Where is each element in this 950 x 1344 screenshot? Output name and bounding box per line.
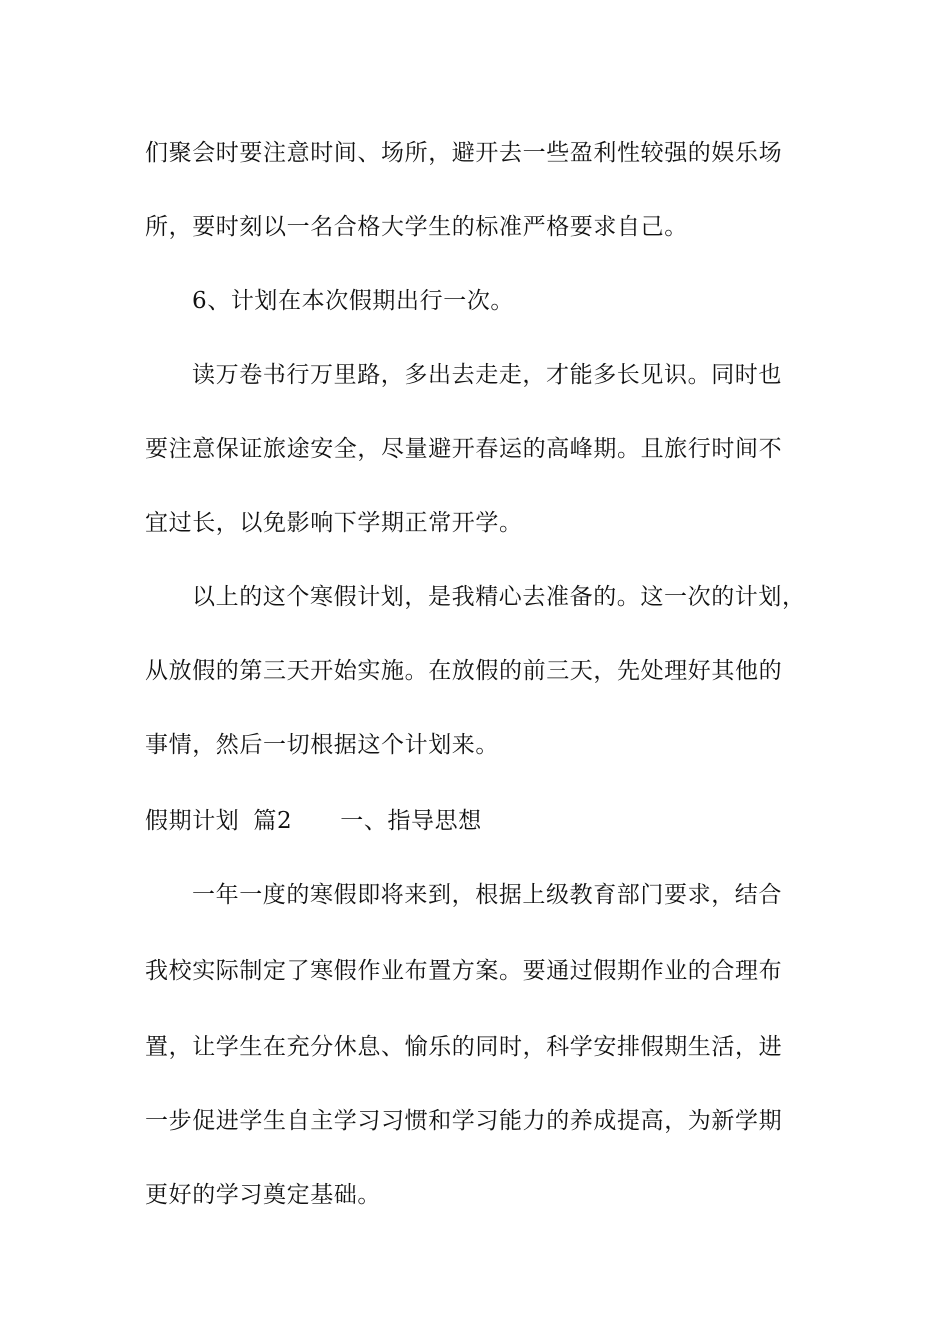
paragraph-line: 所，要时刻以一名合格大学生的标准严格要求自己。: [145, 214, 688, 240]
paragraph-line: 更好的学习奠定基础。: [145, 1182, 381, 1208]
section-heading: [145, 806, 825, 836]
paragraph-line: 6、计划在本次假期出行一次。: [192, 288, 515, 314]
heading-title: 假期计划: [145, 808, 240, 834]
paragraph-line: 读万卷书行万里路，多出去走走，才能多长见识。同时也: [192, 362, 782, 388]
paragraph-line: 事情，然后一切根据这个计划来。: [145, 732, 499, 758]
paragraph-line: 们聚会时要注意时间、场所，避开去一些盈利性较强的娱乐场: [145, 140, 783, 166]
paragraph-line: 一年一度的寒假即将来到，根据上级教育部门要求，结合: [192, 882, 782, 908]
paragraph-line: 宜过长，以免影响下学期正常开学。: [145, 510, 523, 536]
paragraph-line: 我校实际制定了寒假作业布置方案。要通过假期作业的合理布: [145, 958, 783, 984]
paragraph-line: 要注意保证旅途安全，尽量避开春运的高峰期。且旅行时间不: [145, 436, 783, 462]
heading-section: 一、指导思想: [340, 808, 482, 834]
paragraph-line: 置，让学生在充分休息、愉乐的同时，科学安排假期生活，进: [145, 1034, 783, 1060]
heading-part: 篇2: [253, 808, 293, 834]
paragraph-line: 从放假的第三天开始实施。在放假的前三天，先处理好其他的: [145, 658, 783, 684]
paragraph-line: 以上的这个寒假计划，是我精心去准备的。这一次的计划，: [192, 584, 806, 610]
paragraph-line: 一步促进学生自主学习习惯和学习能力的养成提高，为新学期: [145, 1108, 783, 1134]
